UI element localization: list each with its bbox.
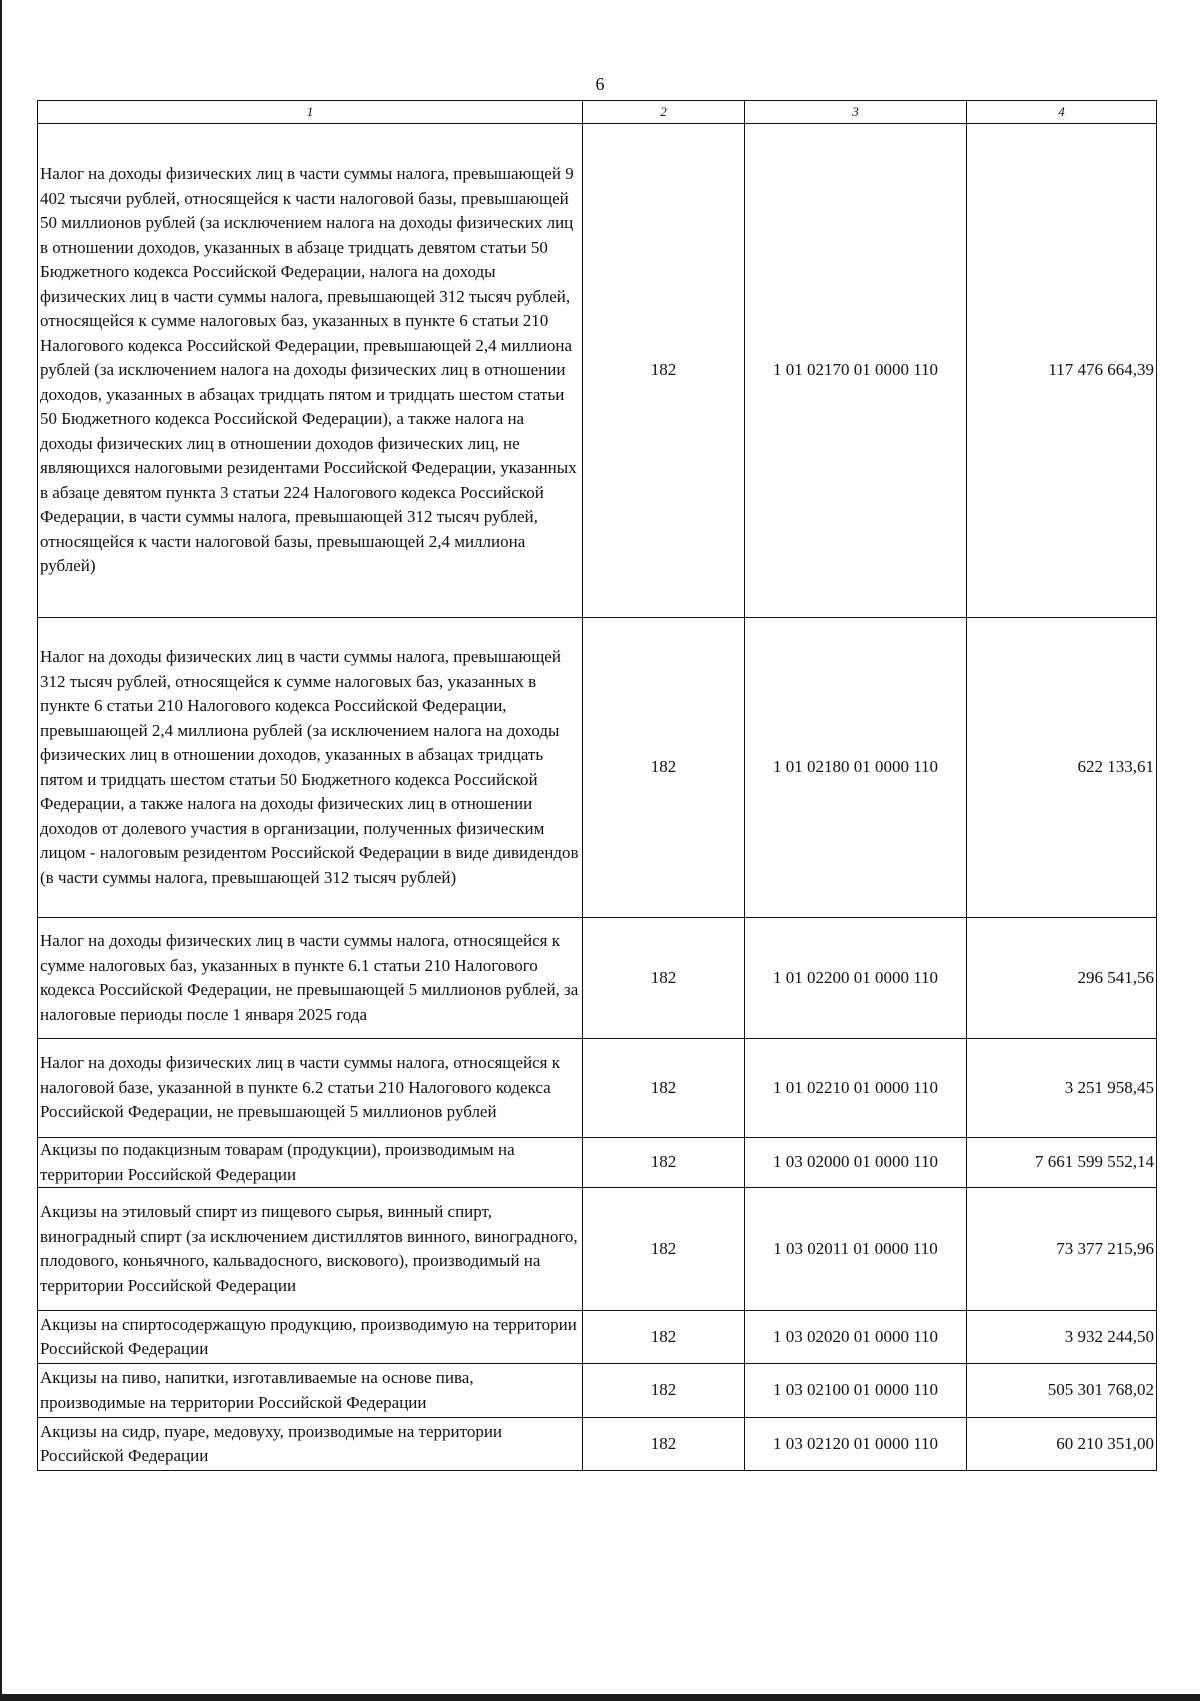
row-name: Акцизы на пиво, напитки, изготавливаемые на основе пива, производимые на территории Российской Федерации [38, 1364, 583, 1418]
table-row [38, 1138, 1157, 1188]
row-amount: 3 251 958,45 [967, 1039, 1157, 1138]
table-row [38, 618, 1157, 918]
row-amount: 60 210 351,00 [967, 1418, 1157, 1471]
table-header-row [38, 101, 1157, 124]
row-amount: 296 541,56 [967, 918, 1157, 1039]
row-budget-classification-code: 1 03 02120 01 0000 110 [745, 1418, 967, 1471]
row-name: Акцизы по подакцизным товарам (продукции), производимым на территории Российской Федерации [38, 1138, 583, 1188]
row-admin-code: 182 [583, 918, 745, 1039]
row-amount: 7 661 599 552,14 [967, 1138, 1157, 1188]
row-name: Налог на доходы физических лиц в части суммы налога, превышающей 312 тысяч рублей, относящейся к сумме налоговых баз, указанных в пункте 6 статьи 210 Налогового кодекса Российской Федерации, превышающей 2,4 миллиона рублей (за исключением налога на доходы физических лиц в отношении доходов, указанных в абзацах тридцать пятом и тридцать шестом статьи 50 Бюджетного кодекса Российской Федерации, а также налога на доходы физических лиц в отношении доходов от долевого участия в организации, полученных физическим лицом - налоговым резидентом Российской Федерации в виде дивидендов (в части суммы налога, превышающей 312 тысяч рублей) [38, 618, 583, 918]
scan-edge-bottom [0, 1694, 1200, 1701]
table-row [38, 1039, 1157, 1138]
row-admin-code: 182 [583, 1364, 745, 1418]
row-budget-classification-code: 1 03 02011 01 0000 110 [745, 1188, 967, 1311]
row-name: Акцизы на этиловый спирт из пищевого сырья, винный спирт, виноградный спирт (за исключением дистиллятов винного, виноградного, плодового, коньячного, кальвадосного, вискового), производимый на территории Российской Федерации [38, 1188, 583, 1311]
row-amount: 505 301 768,02 [967, 1364, 1157, 1418]
row-admin-code: 182 [583, 1418, 745, 1471]
row-budget-classification-code: 1 03 02000 01 0000 110 [745, 1138, 967, 1188]
row-budget-classification-code: 1 03 02100 01 0000 110 [745, 1364, 967, 1418]
row-name: Налог на доходы физических лиц в части суммы налога, превышающей 9 402 тысячи рублей, относящейся к части налоговой базы, превышающей 50 миллионов рублей (за исключением налога на доходы физических лиц в отношении доходов, указанных в абзаце тридцать девятом статьи 50 Бюджетного кодекса Российской Федерации, налога на доходы физических лиц в части суммы налога, превышающей 312 тысяч рублей, относящейся к сумме налоговых баз, указанных в пункте 6 статьи 210 Налогового кодекса Российской Федерации, превышающей 2,4 миллиона рублей (за исключением налога на доходы физических лиц в отношении доходов, указанных в абзацах тридцать пятом и тридцать шестом статьи 50 Бюджетного кодекса Российской Федерации), а также налога на доходы физических лиц в отношении доходов физических лиц, не являющихся налоговыми резидентами Российской Федерации, указанных в абзаце девятом пункта 3 статьи 224 Налогового кодекса Российской Федерации, в части суммы налога, превышающей 312 тысяч рублей, относящейся к части налоговой базы, превышающей 2,4 миллиона рублей) [38, 124, 583, 618]
row-budget-classification-code: 1 01 02170 01 0000 110 [745, 124, 967, 618]
row-amount: 3 932 244,50 [967, 1311, 1157, 1364]
table-row [38, 918, 1157, 1039]
row-admin-code: 182 [583, 1311, 745, 1364]
table-row [38, 1418, 1157, 1471]
page-number: 6 [595, 74, 605, 94]
row-budget-classification-code: 1 01 02200 01 0000 110 [745, 918, 967, 1039]
row-amount: 117 476 664,39 [967, 124, 1157, 618]
table-row [38, 1364, 1157, 1418]
header-col-3: 3 [745, 101, 967, 124]
row-amount: 73 377 215,96 [967, 1188, 1157, 1311]
row-admin-code: 182 [583, 124, 745, 618]
header-col-2: 2 [583, 101, 745, 124]
table-row [38, 124, 1157, 618]
row-admin-code: 182 [583, 1138, 745, 1188]
row-name: Налог на доходы физических лиц в части суммы налога, относящейся к сумме налоговых баз, указанных в пункте 6.1 статьи 210 Налогового кодекса Российской Федерации, не превышающей 5 миллионов рублей, за налоговые периоды после 1 января 2025 года [38, 918, 583, 1039]
scan-edge-left [0, 0, 2, 1701]
row-admin-code: 182 [583, 618, 745, 918]
row-budget-classification-code: 1 01 02180 01 0000 110 [745, 618, 967, 918]
row-admin-code: 182 [583, 1188, 745, 1311]
row-admin-code: 182 [583, 1039, 745, 1138]
row-name: Акцизы на спиртосодержащую продукцию, производимую на территории Российской Федерации [38, 1311, 583, 1364]
row-budget-classification-code: 1 03 02020 01 0000 110 [745, 1311, 967, 1364]
budget-revenue-table [37, 100, 1157, 1471]
row-amount: 622 133,61 [967, 618, 1157, 918]
table-row [38, 1188, 1157, 1311]
row-name: Акцизы на сидр, пуаре, медовуху, производимые на территории Российской Федерации [38, 1418, 583, 1471]
row-name: Налог на доходы физических лиц в части суммы налога, относящейся к налоговой базе, указанной в пункте 6.2 статьи 210 Налогового кодекса Российской Федерации, не превышающей 5 миллионов рублей [38, 1039, 583, 1138]
row-budget-classification-code: 1 01 02210 01 0000 110 [745, 1039, 967, 1138]
header-col-4: 4 [967, 101, 1157, 124]
header-col-1: 1 [38, 101, 583, 124]
table-row [38, 1311, 1157, 1364]
